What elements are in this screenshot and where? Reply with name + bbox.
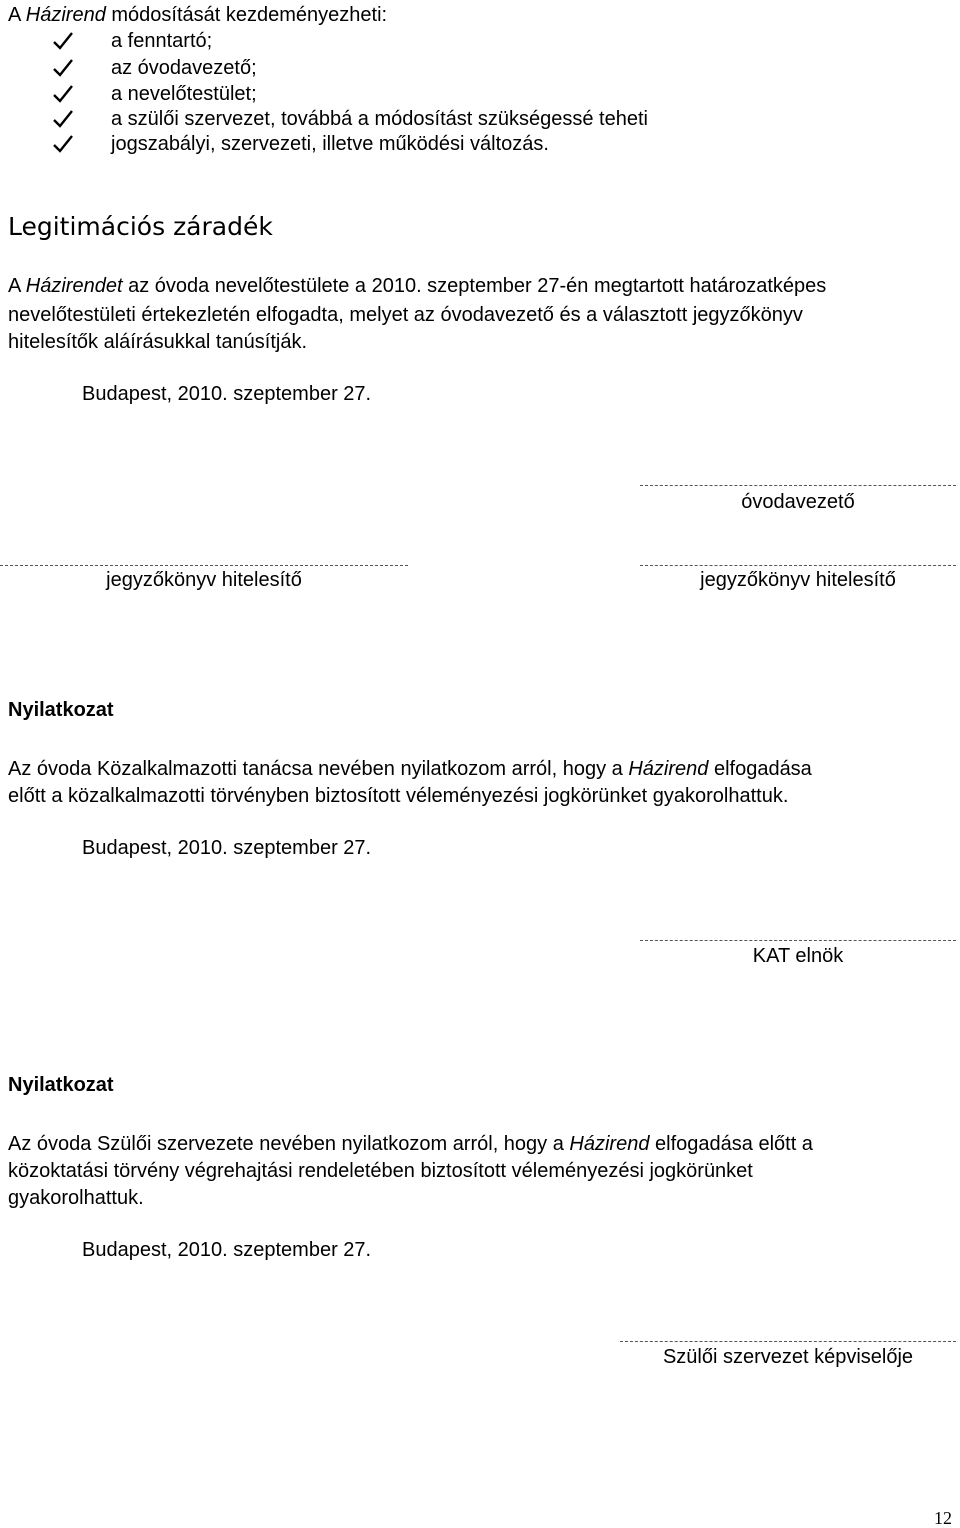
intro-italic-term: Házirend (25, 4, 106, 26)
legitimation-paragraph-line: nevelőtestületi értekezletén elfogadta, melyet az óvodavezető és a választott jegyzőkönyv (8, 304, 803, 326)
declaration2-line: közoktatási törvény végrehajtási rendeletében biztosított véleményezési jogkörünket (8, 1160, 753, 1182)
modification-intro (8, 2, 387, 28)
list-item-text: a fenntartó; (111, 30, 213, 52)
signature-label-recorder-left: jegyzőkönyv hitelesítő (106, 569, 302, 591)
declaration2-line (8, 1131, 813, 1157)
declaration-text: Az óvoda Szülői szervezete nevében nyilatkozom arról, hogy a (8, 1133, 570, 1155)
declaration2-date: Budapest, 2010. szeptember 27. (82, 1239, 372, 1261)
page-number: 12 (934, 1508, 952, 1528)
checkmark-icon (52, 106, 74, 132)
signature-label-recorder-right: jegyzőkönyv hitelesítő (700, 569, 896, 591)
declaration1-line (8, 756, 812, 782)
legitimation-date: Budapest, 2010. szeptember 27. (82, 383, 372, 405)
declaration-italic-term: Házirend (569, 1133, 650, 1155)
declaration1-date: Budapest, 2010. szeptember 27. (82, 837, 372, 859)
declaration1-line: előtt a közalkalmazotti törvényben biztosított véleményezési jogkörünket gyakorolhattuk. (8, 785, 789, 807)
paragraph-prefix: A (8, 275, 26, 297)
declaration2-title: Nyilatkozat (8, 1074, 114, 1096)
signature-line (620, 1341, 956, 1342)
declaration-italic-term: Házirend (628, 758, 709, 780)
paragraph-italic-term: Házirendet (25, 275, 123, 297)
checkmark-icon (52, 81, 74, 107)
signature-line (640, 485, 956, 486)
signature-label-director: óvodavezető (741, 491, 855, 513)
signature-line (640, 940, 956, 941)
signature-label-kat-president: KAT elnök (752, 945, 844, 967)
list-item-text: az óvodavezető; (111, 57, 257, 79)
declaration2-line: gyakorolhattuk. (8, 1187, 144, 1209)
checkmark-icon (52, 131, 74, 157)
list-item-text: a nevelőtestület; (111, 83, 257, 105)
legitimation-title: Legitimációs záradék (8, 212, 273, 241)
legitimation-paragraph-line (8, 273, 826, 299)
list-item-text: a szülői szervezet, továbbá a módosítást szükségessé teheti (111, 108, 648, 130)
declaration-text: Az óvoda Közalkalmazotti tanácsa nevében nyilatkozom arról, hogy a (8, 758, 629, 780)
declaration1-title: Nyilatkozat (8, 699, 114, 721)
list-item-text: jogszabályi, szervezeti, illetve működési változás. (111, 133, 549, 155)
signature-label-parent-representative: Szülői szervezet képviselője (662, 1346, 914, 1368)
signature-line (640, 565, 956, 566)
intro-prefix: A (8, 4, 26, 26)
paragraph-text: az óvoda nevelőtestülete a 2010. szeptember 27-én megtartott határozatképes (122, 275, 827, 297)
intro-suffix: módosítását kezdeményezheti: (105, 4, 388, 26)
declaration-text: elfogadása előtt a (649, 1133, 813, 1155)
signature-line (0, 565, 408, 566)
checkmark-icon (52, 55, 74, 81)
declaration-text: elfogadása (708, 758, 812, 780)
legitimation-paragraph-line: hitelesítők aláírásukkal tanúsítják. (8, 331, 308, 353)
checkmark-icon (52, 28, 74, 54)
